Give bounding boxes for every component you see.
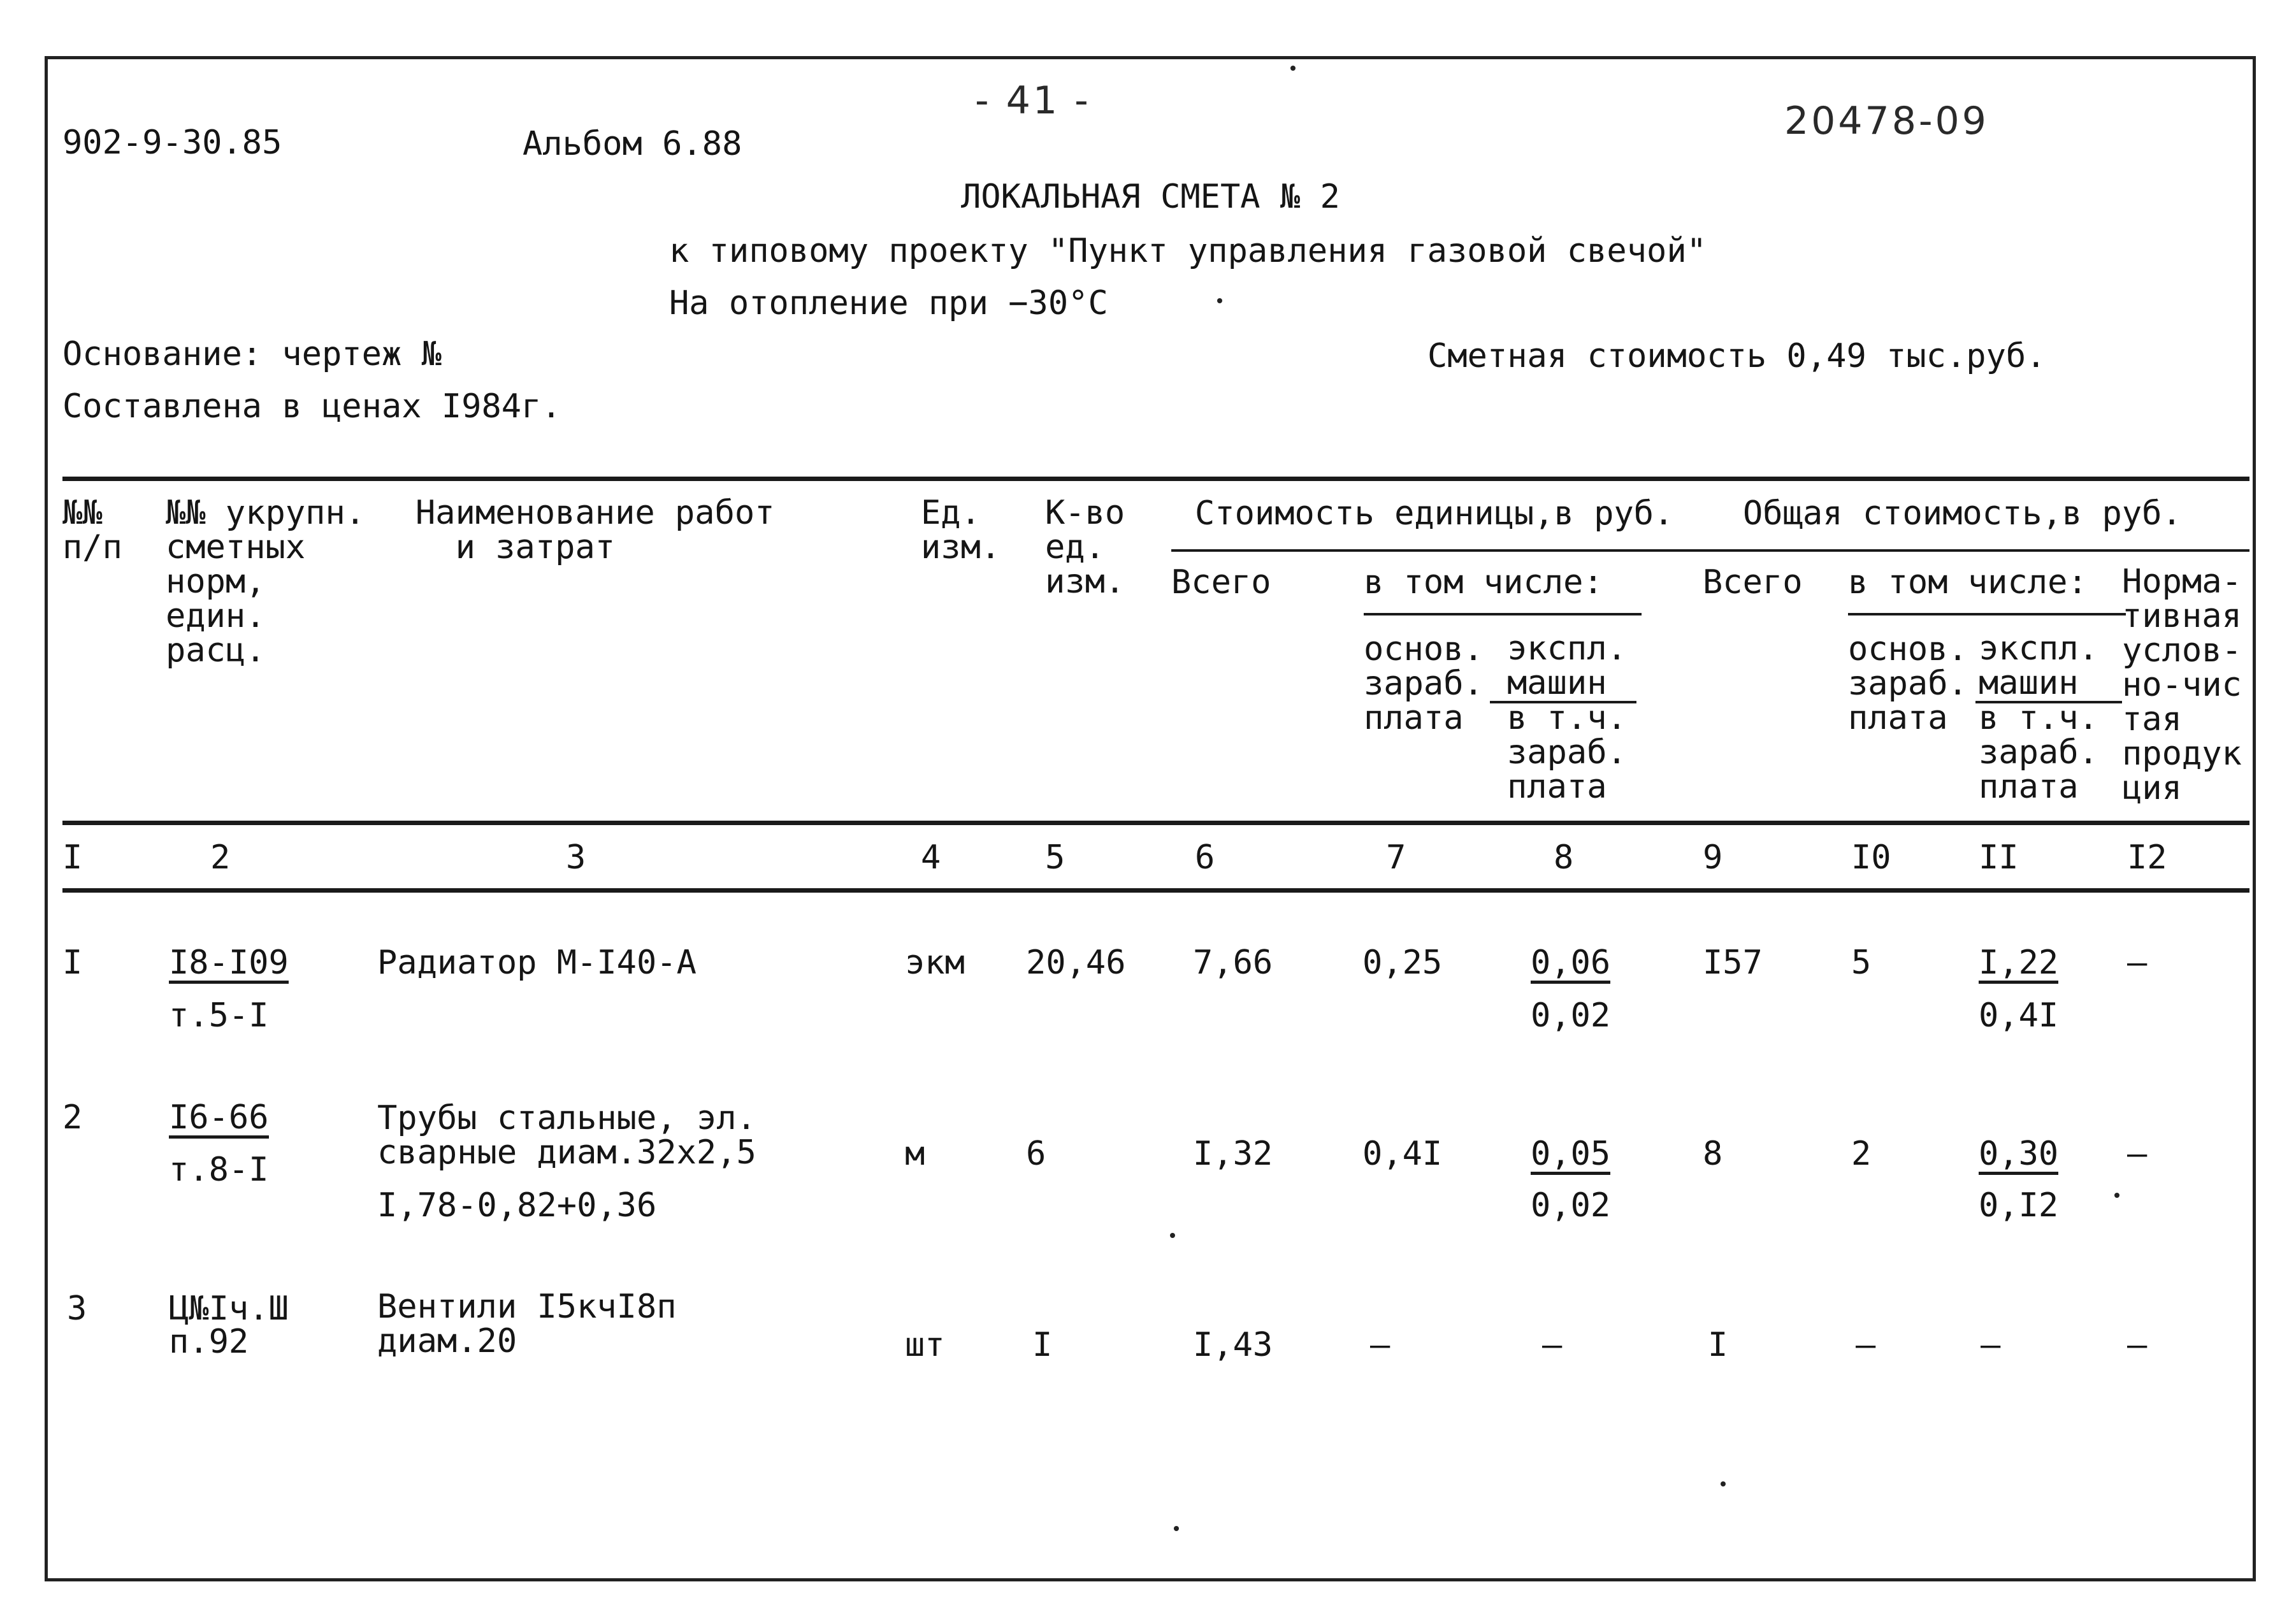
header-unit-including: в том числе:	[1364, 563, 1603, 601]
document-subtitle-project: к типовому проекту "Пункт управления газовой свечой"	[669, 232, 1707, 270]
row-unit-total: I,43	[1193, 1326, 1273, 1364]
column-number-6: 6	[1195, 838, 1215, 877]
row-unit: шт	[905, 1326, 945, 1364]
row-unit-machine: –	[1542, 1326, 1563, 1364]
column-number-4: 4	[921, 838, 941, 877]
row-unit-total: I,32	[1193, 1135, 1273, 1173]
row-work-name: Радиатор М-I40-А	[377, 944, 697, 982]
column-numbers-rule	[62, 888, 2249, 893]
row-normative-product: –	[2127, 1135, 2148, 1173]
column-number-5: 5	[1045, 838, 1065, 877]
header-norm-code: №№ укрупн. сметных норм, един. расц.	[166, 494, 366, 670]
table-top-rule	[62, 477, 2249, 481]
estimated-cost: Сметная стоимость 0,49 тыс.руб.	[1427, 337, 2046, 375]
document-code: 902-9-30.85	[62, 124, 282, 162]
header-unit-cost-group: Стоимость единицы,в руб.	[1195, 494, 1674, 533]
row-unit-machine: 0,06	[1531, 946, 1610, 984]
row-total-machine: 0,30	[1979, 1137, 2058, 1175]
header-total-machine-top: экспл.	[1979, 630, 2098, 668]
header-unit-wage: основ. зараб. плата	[1364, 630, 1484, 737]
column-number-2: 2	[210, 838, 231, 877]
header-quantity: К-во ед. изм.	[1045, 494, 1125, 601]
album-number: Альбом 6.88	[523, 125, 742, 163]
row-norm-code: I6-66	[169, 1101, 269, 1139]
handwritten-number: 20478-09	[1784, 99, 1989, 143]
scan-speck	[2114, 1193, 2119, 1198]
document-title: ЛОКАЛЬНАЯ СМЕТА № 2	[961, 178, 1340, 216]
header-unit-machine-wage: в т.ч. зараб. плата	[1507, 699, 1627, 806]
scan-speck	[1290, 66, 1296, 71]
row-work-calc: I,78-0,82+0,36	[377, 1186, 657, 1225]
page-number: - 41 -	[975, 78, 1091, 123]
row-grand-total: I57	[1703, 944, 1763, 982]
row-unit-wage: 0,25	[1362, 944, 1443, 982]
header-row-number: №№ п/п	[62, 494, 122, 566]
column-number-7: 7	[1386, 838, 1406, 877]
header-unit-machine-top: экспл.	[1507, 630, 1627, 668]
row-normative-product: –	[2127, 1326, 2148, 1364]
column-number-12: I2	[2127, 838, 2167, 877]
scan-speck	[1174, 1526, 1179, 1531]
row-total-wage: –	[1856, 1326, 1876, 1364]
column-number-3: 3	[566, 838, 586, 877]
row-unit-wage: –	[1370, 1326, 1390, 1364]
header-normative-product: Норма- тивная услов- но-чис тая продук ция	[2122, 563, 2242, 807]
unit-subgroup-rule	[1364, 613, 1642, 615]
row-quantity: 20,46	[1026, 944, 1126, 982]
row-unit-machine-wage: 0,02	[1531, 1186, 1611, 1225]
header-total-cost-group: Общая стоимость,в руб.	[1743, 494, 2182, 533]
row-quantity: 6	[1026, 1135, 1046, 1173]
header-work-name: Наименование работ и затрат	[415, 494, 775, 566]
column-number-10: I0	[1851, 838, 1891, 877]
row-norm-code: I8-I09	[169, 946, 289, 984]
row-number: I	[62, 944, 83, 982]
row-unit-machine-wage: 0,02	[1531, 997, 1611, 1035]
header-grand-total: Всего	[1703, 563, 1803, 601]
row-normative-product: –	[2127, 944, 2148, 982]
row-grand-total: I	[1708, 1326, 1728, 1364]
column-number-11: II	[1979, 838, 2019, 877]
scan-speck	[1721, 1481, 1726, 1486]
row-total-machine: –	[1981, 1326, 2001, 1364]
row-unit-wage: 0,4I	[1362, 1135, 1443, 1173]
prices-year: Составлена в ценах I984г.	[62, 387, 561, 426]
row-quantity: I	[1032, 1326, 1053, 1364]
row-norm-table: т.5-I	[169, 997, 269, 1035]
row-norm-code: Ц№Iч.Ш	[169, 1290, 289, 1328]
header-unit-total: Всего	[1171, 563, 1271, 601]
row-norm-table: п.92	[169, 1323, 249, 1361]
header-total-machine-wage: в т.ч. зараб. плата	[1979, 699, 2098, 806]
row-number: 3	[67, 1290, 87, 1328]
row-unit: м	[905, 1135, 925, 1173]
document-subtitle-heating: На отопление при −30°С	[669, 284, 1108, 322]
header-total-machine-mid: машин	[1979, 664, 2079, 702]
header-bottom-rule	[62, 821, 2249, 825]
row-unit-machine: 0,05	[1531, 1137, 1610, 1175]
header-total-including: в том числе:	[1848, 563, 2088, 601]
header-total-wage: основ. зараб. плата	[1848, 630, 1968, 737]
form-frame	[45, 56, 2256, 1581]
basis-line: Основание: чертеж №	[62, 335, 442, 373]
row-number: 2	[62, 1098, 83, 1137]
row-total-machine-wage: 0,I2	[1979, 1186, 2059, 1225]
row-total-machine: I,22	[1979, 946, 2058, 984]
row-unit: экм	[905, 944, 965, 982]
row-norm-table: т.8-I	[169, 1151, 269, 1189]
column-number-8: 8	[1554, 838, 1574, 877]
total-subgroup-rule	[1848, 613, 2126, 615]
header-unit: Ед. изм.	[921, 494, 1001, 566]
row-unit-total: 7,66	[1193, 944, 1273, 982]
column-number-1: I	[62, 838, 83, 877]
row-total-wage: 5	[1851, 944, 1872, 982]
column-number-9: 9	[1703, 838, 1723, 877]
row-grand-total: 8	[1703, 1135, 1723, 1173]
scan-speck	[1217, 298, 1222, 303]
header-unit-machine-mid: машин	[1507, 664, 1607, 702]
row-work-name: Трубы стальные, эл. сварные диам.32х2,5	[377, 1099, 756, 1172]
row-total-wage: 2	[1851, 1135, 1872, 1173]
scan-speck	[1170, 1233, 1175, 1238]
row-work-name: Вентили I5кчI8п диам.20	[377, 1288, 677, 1360]
group-header-rule	[1171, 549, 2249, 552]
row-total-machine-wage: 0,4I	[1979, 997, 2059, 1035]
